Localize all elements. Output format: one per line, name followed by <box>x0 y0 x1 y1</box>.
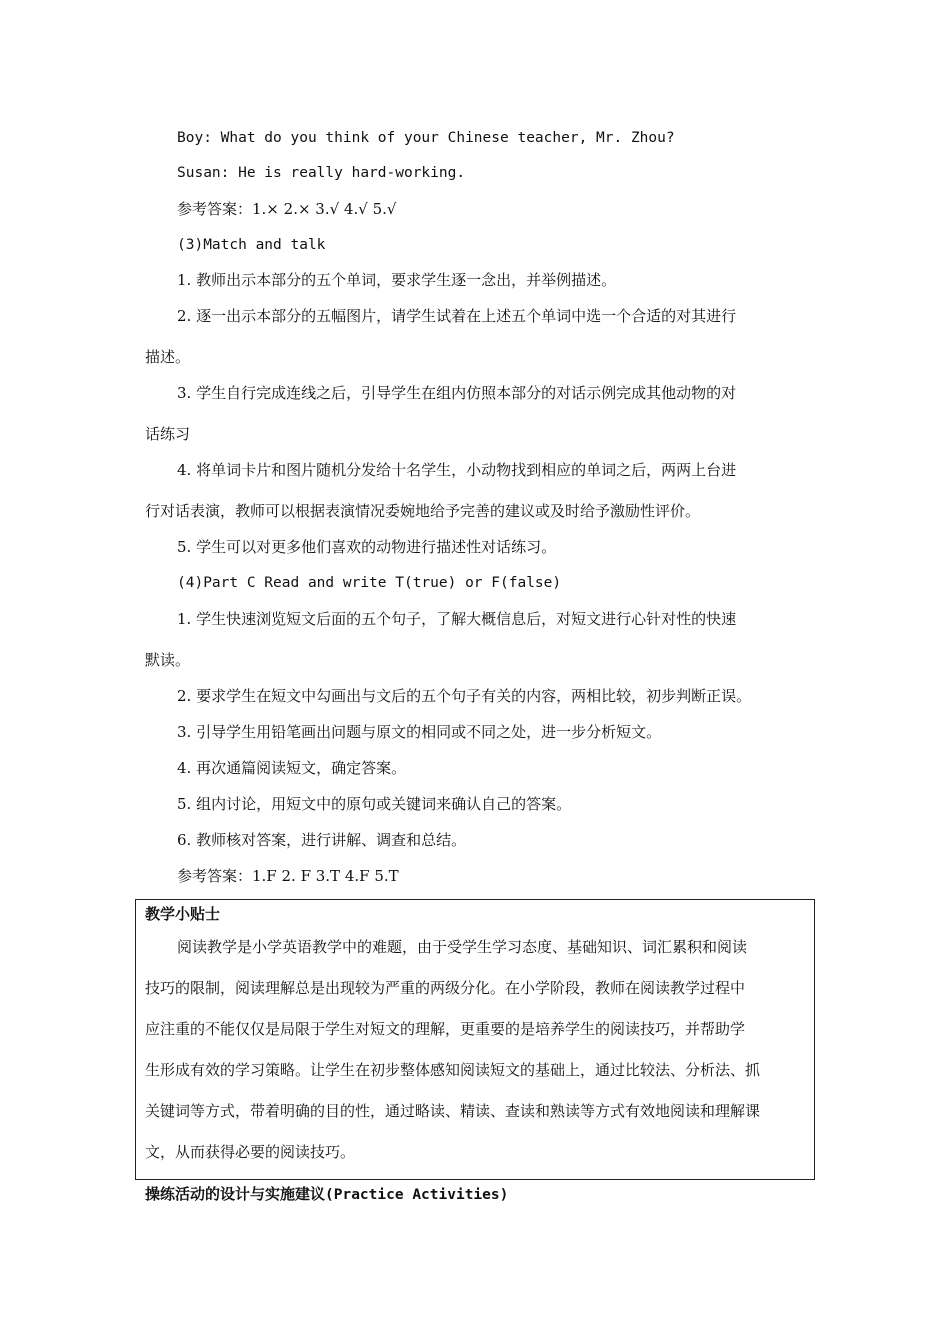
dialogue-boy-line: Boy: What do you think of your Chinese teacher, Mr. Zhou? <box>177 130 675 146</box>
match-talk-step-3-cont: 话练习 <box>145 425 191 443</box>
match-talk-step-4-cont: 行对话表演，教师可以根据表演情况委婉地给予完善的建议或及时给予激励性评价。 <box>145 502 701 520</box>
teaching-tips-line: 技巧的限制，阅读理解总是出现较为严重的两级分化。在小学阶段，教师在阅读教学过程中 <box>145 979 746 997</box>
read-write-step-4: 4. 再次通篇阅读短文，确定答案。 <box>177 759 407 777</box>
teaching-tips-line: 文，从而获得必要的阅读技巧。 <box>145 1143 356 1161</box>
teaching-tips-line: 关键词等方式，带着明确的目的性，通过略读、精读、查读和熟读等方式有效地阅读和理解课 <box>145 1102 761 1120</box>
practice-activities-heading-en: (Practice Activities) <box>325 1187 509 1203</box>
match-talk-step-1: 1. 教师出示本部分的五个单词，要求学生逐一念出，并举例描述。 <box>177 271 617 289</box>
practice-activities-heading <box>145 1184 508 1205</box>
read-write-step-2: 2. 要求学生在短文中勾画出与文后的五个句子有关的内容，两相比较，初步判断正误。 <box>177 687 752 705</box>
practice-activities-heading-cn: 操练活动的设计与实施建议 <box>145 1185 326 1203</box>
teaching-tips-title: 教学小贴士 <box>145 905 221 923</box>
read-write-step-3: 3. 引导学生用铅笔画出问题与原文的相同或不同之处，进一步分析短文。 <box>177 723 662 741</box>
answer-key-reading: 参考答案：1.F 2. F 3.T 4.F 5.T <box>177 867 399 885</box>
match-talk-step-5: 5. 学生可以对更多他们喜欢的动物进行描述性对话练习。 <box>177 538 557 556</box>
read-write-step-5: 5. 组内讨论，用短文中的原句或关键词来确认自己的答案。 <box>177 795 572 813</box>
match-talk-step-2-cont: 描述。 <box>145 348 191 366</box>
teaching-tips-line: 阅读教学是小学英语教学中的难题，由于受学生学习态度、基础知识、词汇累积和阅读 <box>177 938 748 956</box>
match-talk-heading: (3)Match and talk <box>177 237 326 253</box>
teaching-tips-line: 生形成有效的学习策略。让学生在初步整体感知阅读短文的基础上，通过比较法、分析法、抓 <box>145 1061 761 1079</box>
read-write-heading: (4)Part C Read and write T(true) or F(false) <box>177 575 562 591</box>
dialogue-susan-line: Susan: He is really hard-working. <box>177 165 466 181</box>
read-write-step-6: 6. 教师核对答案，进行讲解、调查和总结。 <box>177 831 467 849</box>
match-talk-step-4: 4. 将单词卡片和图片随机分发给十名学生，小动物找到相应的单词之后，两两上台进 <box>177 461 737 479</box>
answer-key-listening: 参考答案：1.× 2.× 3.√ 4.√ 5.√ <box>177 200 397 218</box>
read-write-step-1: 1. 学生快速浏览短文后面的五个句子，了解大概信息后，对短文进行心针对性的快速 <box>177 610 737 628</box>
teaching-tips-line: 应注重的不能仅仅是局限于学生对短文的理解，更重要的是培养学生的阅读技巧，并帮助学 <box>145 1020 746 1038</box>
match-talk-step-2: 2. 逐一出示本部分的五幅图片，请学生试着在上述五个单词中选一个合适的对其进行 <box>177 307 737 325</box>
teaching-tips-box <box>135 899 815 1180</box>
match-talk-step-3: 3. 学生自行完成连线之后，引导学生在组内仿照本部分的对话示例完成其他动物的对 <box>177 384 737 402</box>
read-write-step-1-cont: 默读。 <box>145 651 191 669</box>
